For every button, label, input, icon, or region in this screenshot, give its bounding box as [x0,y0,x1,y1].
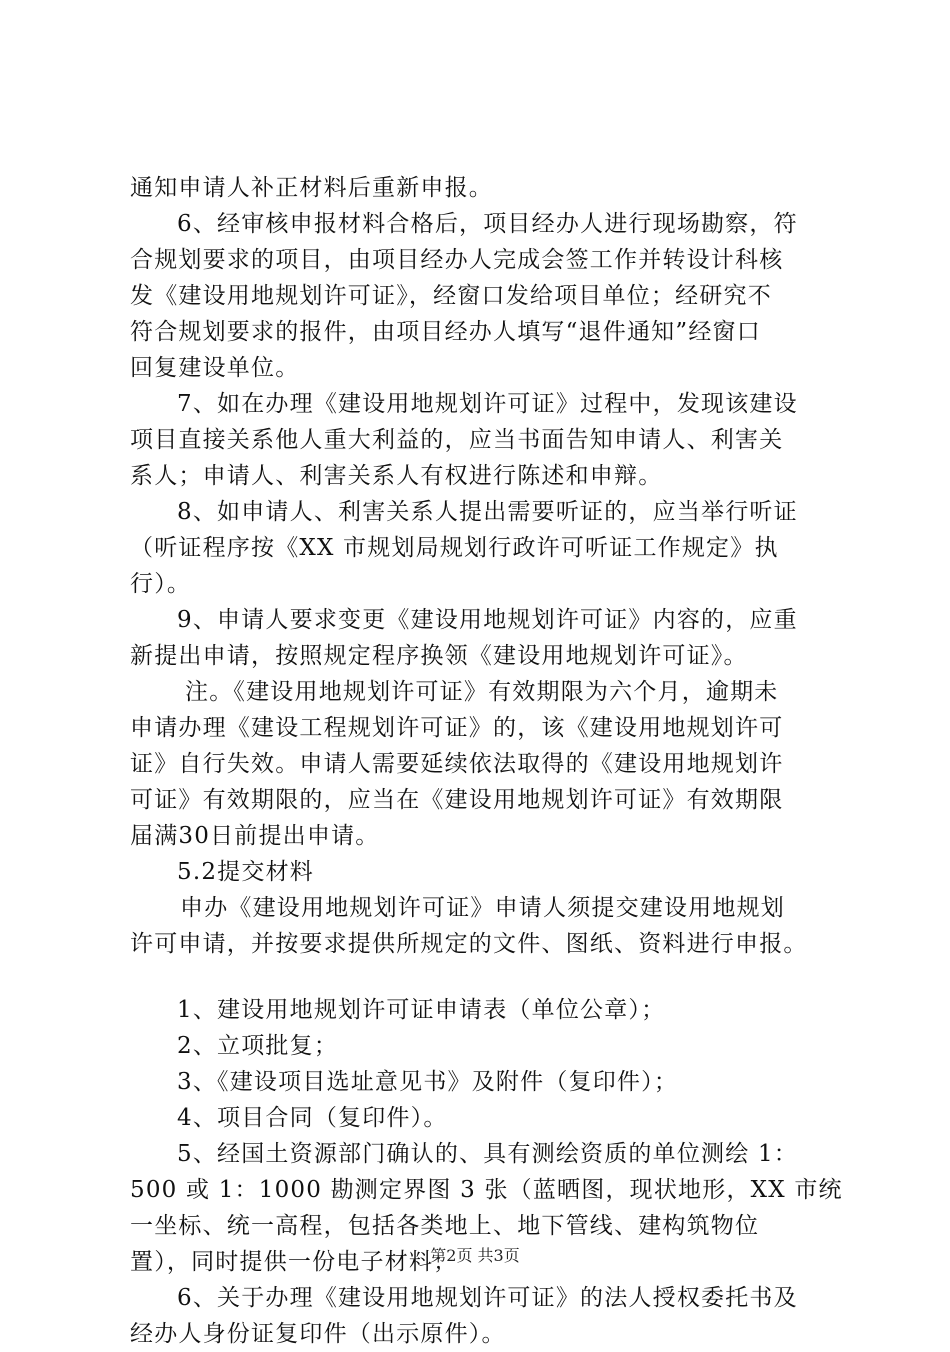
document-body [130,170,843,1352]
list-item: 1、建设用地规划许可证申请表（单位公章）； [177,997,666,1023]
body-line: 申办《建设用地规划许可证》申请人须提交建设用地规划 [180,895,785,921]
body-line: 项目直接关系他人重大利益的，应当书面告知申请人、利害关 [130,427,784,453]
body-line: 回复建设单位。 [130,355,300,381]
body-line: 6、经审核申报材料合格后，项目经办人进行现场勘察，符 [177,211,798,237]
body-line: 行）。 [130,571,192,597]
body-line: 符合规划要求的报件，由项目经办人填写“退件通知”经窗口 [130,319,761,345]
section-heading: 5.2提交材料 [177,859,314,885]
list-item: 500 或 1：1000 勘测定界图 3 张（蓝晒图，现状地形，XX 市统 [130,1177,843,1203]
list-item: 4、项目合同（复印件）。 [177,1105,448,1131]
list-item: 2、立项批复； [177,1033,339,1059]
list-item: 一坐标、统一高程，包括各类地上、地下管线、建构筑物位 [130,1213,760,1239]
body-line: 许可申请，并按要求提供所规定的文件、图纸、资料进行申报。 [130,931,808,957]
page-footer: 第2页 共3页 [430,1246,520,1265]
list-item: 置），同时提供一份电子材料； [130,1249,458,1275]
list-item: 6、关于办理《建设用地规划许可证》的法人授权委托书及 [177,1285,798,1311]
body-line: 新提出申请，按照规定程序换领《建设用地规划许可证》。 [130,643,748,669]
list-item: 3、《建设项目选址意见书》及附件（复印件）； [177,1069,679,1095]
body-line: 通知申请人补正材料后重新申报。 [130,175,493,201]
body-line: 系人；申请人、利害关系人有权进行陈述和申辩。 [130,463,663,489]
note-line: 届满30日前提出申请。 [130,823,380,849]
body-line: （听证程序按《XX 市规划局规划行政许可听证工作规定》执 [130,535,779,561]
body-line: 8、如申请人、利害关系人提出需要听证的，应当举行听证 [177,499,798,525]
body-line: 9、申请人要求变更《建设用地规划许可证》内容的，应重 [177,607,798,633]
note-line: 申请办理《建设工程规划许可证》的，该《建设用地规划许可 [130,715,784,741]
note-line: 注。《建设用地规划许可证》有效期限为六个月，逾期未 [185,679,779,705]
note-line: 证》自行失效。申请人需要延续依法取得的《建设用地规划许 [130,751,784,777]
list-item: 5、经国土资源部门确认的、具有测绘资质的单位测绘 1： [177,1141,798,1167]
body-line: 发《建设用地规划许可证》，经窗口发给项目单位；经研究不 [130,283,772,309]
paragraph-gap [130,962,835,992]
body-line: 合规划要求的项目，由项目经办人完成会签工作并转设计科核 [130,247,784,273]
list-item: 经办人身份证复印件（出示原件）。 [130,1321,506,1347]
body-line: 7、如在办理《建设用地规划许可证》过程中，发现该建设 [177,391,798,417]
note-line: 可证》有效期限的，应当在《建设用地规划许可证》有效期限 [130,787,784,813]
